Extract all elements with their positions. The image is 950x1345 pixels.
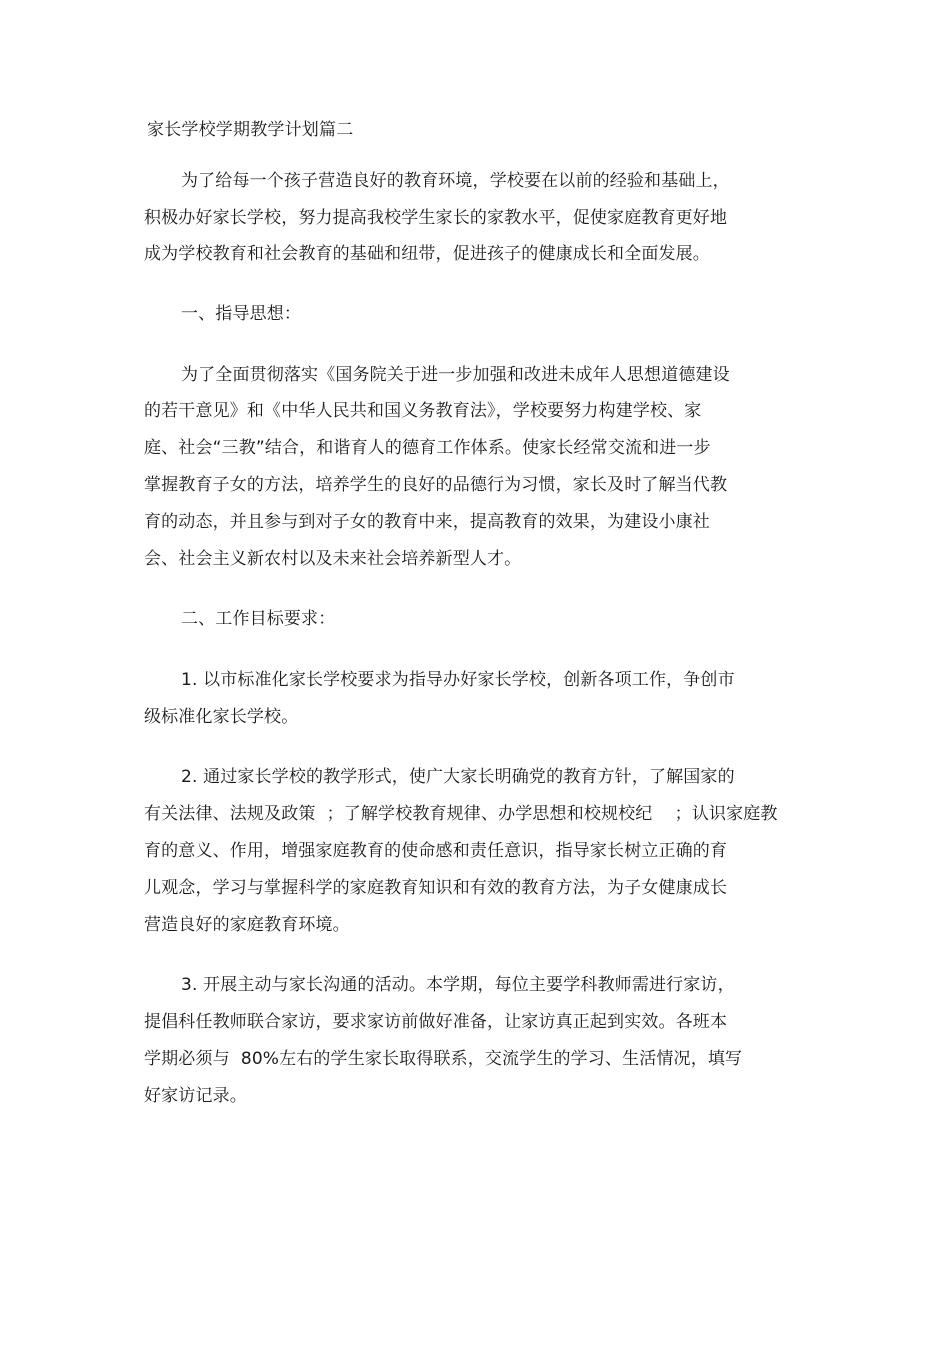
- section1-line: 为了全面贯彻落实《国务院关于进一步加强和改进未成年人思想道德建设: [181, 365, 730, 385]
- section-heading-work-goals: 二、工作目标要求：: [181, 609, 336, 629]
- goal-item-1-line: 1. 以市标准化家长学校要求为指导办好家长学校，创新各项工作，争创市: [181, 670, 735, 690]
- goal-item-2-line: 2. 通过家长学校的教学形式，使广大家长明确党的教育方针，了解国家的: [181, 767, 735, 787]
- goal-item-3-line: 3. 开展主动与家长沟通的活动。本学期，每位主要学科教师需进行家访，: [181, 975, 735, 995]
- section1-line: 会、社会主义新农村以及未来社会培养新型人才。: [144, 549, 522, 569]
- section1-line: 育的动态，并且参与到对子女的教育中来，提高教育的效果，为建设小康社: [144, 512, 710, 532]
- goal-item-3-line: 提倡科任教师联合家访，要求家访前做好准备，让家访真正起到实效。各班本: [144, 1012, 728, 1032]
- intro-line: 成为学校教育和社会教育的基础和纽带，促进孩子的健康成长和全面发展。: [144, 244, 710, 264]
- goal-item-2-line: 儿观念，学习与掌握科学的家庭教育知识和有效的教育方法，为子女健康成长: [144, 878, 728, 898]
- intro-line: 积极办好家长学校，努力提高我校学生家长的家教水平，促使家庭教育更好地: [144, 208, 728, 228]
- section-heading-guiding-ideology: 一、指导思想：: [181, 304, 302, 324]
- section1-line: 掌握教育子女的方法，培养学生的良好的品德行为习惯，家长及时了解当代教: [144, 475, 728, 495]
- intro-line: 为了给每一个孩子营造良好的教育环境，学校要在以前的经验和基础上，: [181, 171, 730, 191]
- goal-item-3-line: 学期必须与 80%左右的学生家长取得联系，交流学生的学习、生活情况，填写: [144, 1049, 743, 1069]
- goal-item-2-line: 育的意义、作用，增强家庭教育的使命感和责任意识，指导家长树立正确的育: [144, 841, 728, 861]
- goal-item-1-line: 级标准化家长学校。: [144, 707, 299, 727]
- section1-line: 的若干意见》和《中华人民共和国义务教育法》，学校要努力构建学校、家: [144, 401, 702, 421]
- goal-item-2-line: 有关法律、法规及政策 ；了解学校教育规律、办学思想和校规校纪 ；认识家庭教: [144, 804, 778, 824]
- goal-item-3-line: 好家访记录。: [144, 1086, 247, 1106]
- document-title: 家长学校学期教学计划篇二: [147, 120, 354, 140]
- section1-line: 庭、社会“三教”结合，和谐育人的德育工作体系。使家长经常交流和进一步: [144, 438, 711, 458]
- goal-item-2-line: 营造良好的家庭教育环境。: [144, 915, 350, 935]
